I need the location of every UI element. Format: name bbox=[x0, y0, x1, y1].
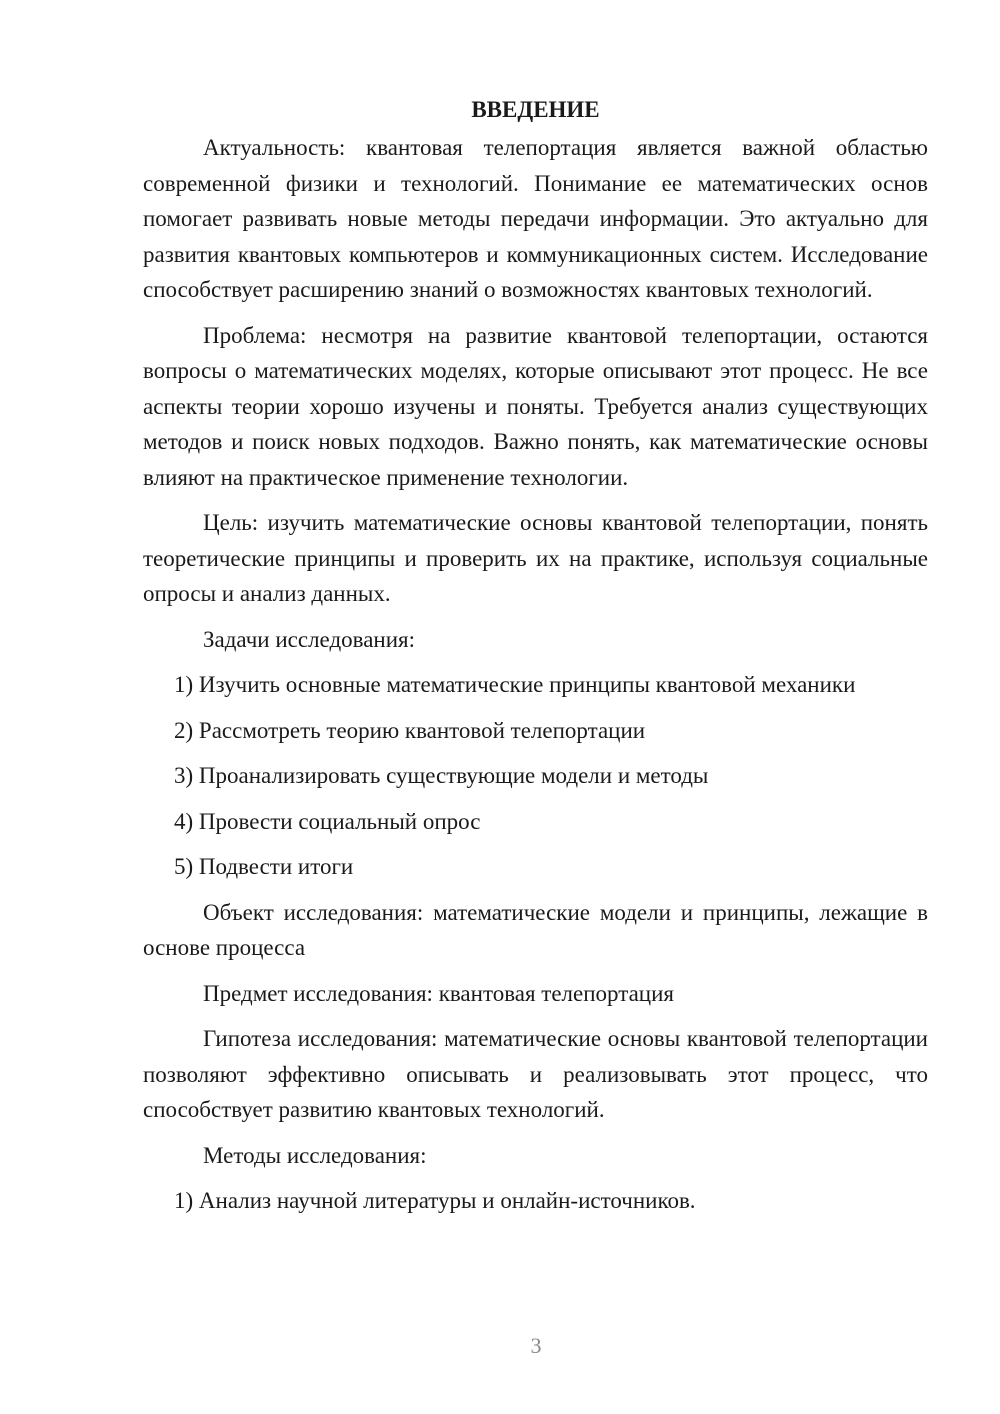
object-paragraph: Объект исследования: математические модели и принципы, лежащие в основе процесса bbox=[143, 899, 928, 960]
page-content bbox=[143, 92, 928, 1229]
subject-paragraph: Предмет исследования: квантовая телепортация bbox=[203, 980, 674, 1006]
problem-paragraph: Проблема: несмотря на развитие квантовой телепортации, остаются вопросы о математических моделях, которые описывают этот процесс. Не все аспекты теории хорошо изучены и поняты. Требуется анализ существующих методов и поиск новых подходов. Важно понять, как математические основы влияют на практическое применение технологии. bbox=[143, 322, 928, 490]
list-item: 5) Подвести итоги bbox=[174, 854, 354, 879]
relevance-paragraph: Актуальность: квантовая телепортация является важной областью современной физики и технологий. Понимание ее математических основ помогает развивать новые методы передачи информации. Это актуально для развития квантовых компьютеров и коммуникационных систем. Исследование способствует расширению знаний о возможностях квантовых технологий. bbox=[143, 135, 928, 302]
tasks-title: Задачи исследования: bbox=[203, 626, 416, 652]
section-heading: ВВЕДЕНИЕ bbox=[471, 97, 600, 122]
methods-list bbox=[143, 1183, 928, 1219]
methods-title: Методы исследования: bbox=[203, 1142, 427, 1168]
list-item: 2) Рассмотреть теорию квантовой телепортации bbox=[174, 717, 646, 743]
hypothesis-paragraph: Гипотеза исследования: математические основы квантовой телепортации позволяют эффективно описывать и реализовывать этот процесс, что способствует развитию квантовых технологий. bbox=[143, 1026, 928, 1122]
list-item: 3) Проанализировать существующие модели и методы bbox=[174, 763, 709, 788]
list-item: 1) Анализ научной литературы и онлайн-источников. bbox=[174, 1188, 696, 1213]
list-item: 1) Изучить основные математические принципы квантовой механики bbox=[174, 672, 856, 697]
page-number: 3 bbox=[530, 1333, 542, 1358]
goal-paragraph: Цель: изучить математические основы квантовой телепортации, понять теоретические принципы и проверить их на практике, используя социальные опросы и анализ данных. bbox=[143, 510, 928, 606]
list-item: 4) Провести социальный опрос bbox=[174, 808, 481, 834]
tasks-list bbox=[143, 667, 928, 885]
